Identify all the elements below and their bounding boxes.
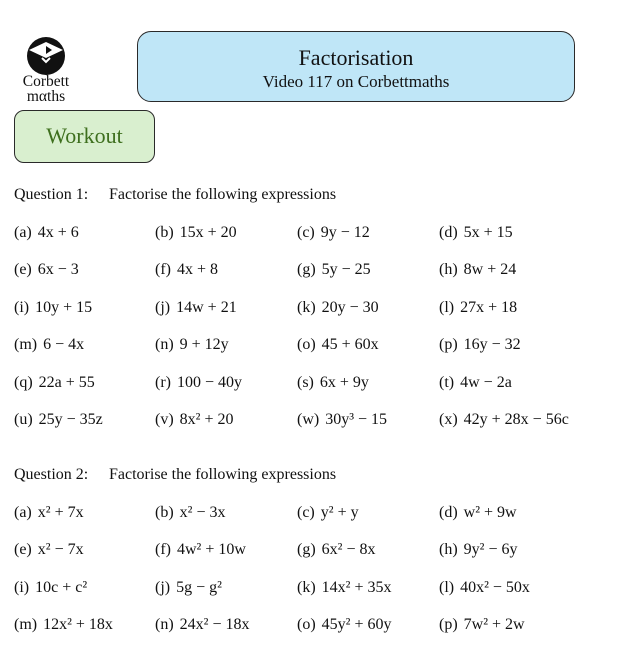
question-item xyxy=(297,261,371,279)
question-item xyxy=(14,579,87,597)
item-expression: 8w + 24 xyxy=(463,261,517,279)
item-expression: x² − 7x xyxy=(37,541,84,559)
item-expression: 10y + 15 xyxy=(35,298,93,316)
item-label: (j) xyxy=(155,298,171,316)
item-label: (l) xyxy=(439,298,455,316)
item-expression: 42y + 28x − 56c xyxy=(463,410,569,428)
corbettmaths-logo-icon xyxy=(24,36,68,76)
item-expression: x² − 3x xyxy=(179,504,226,521)
question-item xyxy=(297,336,379,354)
question-item xyxy=(14,374,95,392)
question-2-label: Question 2: xyxy=(14,466,89,483)
item-label: (b) xyxy=(155,504,174,521)
question-2-header xyxy=(14,466,336,484)
item-label: (k) xyxy=(297,578,316,596)
question-1-grid xyxy=(14,224,614,448)
question-item xyxy=(14,541,84,559)
question-item xyxy=(155,504,225,522)
logo-line-2: mαths xyxy=(26,88,66,105)
item-label: (l) xyxy=(439,578,455,596)
item-expression: 4x + 8 xyxy=(176,261,219,279)
item-expression: y² + y xyxy=(320,504,359,521)
question-item xyxy=(439,541,517,559)
question-item xyxy=(155,224,237,242)
item-label: (o) xyxy=(297,616,316,634)
question-item xyxy=(297,504,359,522)
item-expression: 6x² − 8x xyxy=(321,541,376,559)
item-expression: 5y − 25 xyxy=(321,261,371,279)
question-item xyxy=(297,411,387,429)
question-2-instruction: Factorise the following expressions xyxy=(109,466,337,483)
item-expression: x² + 7x xyxy=(37,504,84,521)
item-expression: 7w² + 2w xyxy=(463,616,525,634)
question-row xyxy=(14,336,614,373)
item-expression: w² + 9w xyxy=(463,504,517,521)
question-item xyxy=(297,299,379,317)
item-label: (v) xyxy=(155,410,174,428)
question-row xyxy=(14,261,614,298)
question-item xyxy=(439,411,569,429)
question-item xyxy=(439,504,517,522)
item-expression: 20y − 30 xyxy=(321,298,379,316)
item-label: (g) xyxy=(297,541,316,559)
item-label: (f) xyxy=(155,261,171,279)
item-expression: 14x² + 35x xyxy=(321,578,392,596)
question-item xyxy=(155,616,249,634)
item-expression: 25y − 35z xyxy=(38,410,103,428)
item-label: (m) xyxy=(14,336,38,354)
item-expression: 27x + 18 xyxy=(460,298,518,316)
question-item xyxy=(14,299,92,317)
question-row xyxy=(14,541,614,578)
item-label: (h) xyxy=(439,261,458,279)
item-label: (e) xyxy=(14,541,32,559)
item-label: (b) xyxy=(155,224,174,241)
item-label: (n) xyxy=(155,336,174,354)
item-label: (a) xyxy=(14,504,32,521)
question-row xyxy=(14,299,614,336)
item-label: (p) xyxy=(439,616,458,634)
item-expression: 5g − g² xyxy=(176,578,222,596)
item-label: (m) xyxy=(14,616,38,634)
item-expression: 22a + 55 xyxy=(38,373,95,391)
question-item xyxy=(439,261,516,279)
item-label: (e) xyxy=(14,261,32,279)
item-expression: 9 + 12y xyxy=(179,336,229,354)
item-expression: 9y − 12 xyxy=(320,224,370,241)
question-item xyxy=(439,336,521,354)
question-item xyxy=(155,374,242,392)
item-label: (x) xyxy=(439,410,458,428)
question-item xyxy=(14,224,79,242)
item-expression: 9y² − 6y xyxy=(463,541,518,559)
question-item xyxy=(155,299,237,317)
item-label: (r) xyxy=(155,373,171,391)
question-row xyxy=(14,616,614,653)
question-1-label: Question 1: xyxy=(14,186,89,203)
page-title: Factorisation xyxy=(298,45,414,70)
item-label: (h) xyxy=(439,541,458,559)
question-item xyxy=(14,411,103,429)
item-expression: 10c + c² xyxy=(35,578,88,596)
question-item xyxy=(439,224,513,242)
question-item xyxy=(297,224,370,242)
question-2-grid xyxy=(14,504,614,654)
item-expression: 45 + 60x xyxy=(321,336,379,354)
item-expression: 4w² + 10w xyxy=(176,541,246,559)
item-label: (i) xyxy=(14,298,30,316)
question-row xyxy=(14,411,614,448)
question-item xyxy=(155,261,218,279)
item-label: (w) xyxy=(297,410,320,428)
item-expression: 8x² + 20 xyxy=(179,410,234,428)
item-label: (c) xyxy=(297,504,315,521)
item-label: (q) xyxy=(14,373,33,391)
page-subtitle: Video 117 on Corbettmaths xyxy=(262,72,450,91)
question-item xyxy=(14,504,84,522)
question-item xyxy=(297,616,391,634)
question-item xyxy=(155,579,222,597)
item-expression: 6x + 9y xyxy=(319,373,369,391)
item-label: (n) xyxy=(155,616,174,634)
item-expression: 4x + 6 xyxy=(37,224,79,241)
item-expression: 5x + 15 xyxy=(463,224,513,241)
question-row xyxy=(14,374,614,411)
item-expression: 12x² + 18x xyxy=(43,616,113,634)
item-expression: 6 − 4x xyxy=(43,336,85,354)
question-item xyxy=(155,541,246,559)
question-item xyxy=(439,579,530,597)
item-label: (j) xyxy=(155,578,171,596)
item-expression: 45y² + 60y xyxy=(321,616,392,634)
question-item xyxy=(14,261,79,279)
item-expression: 24x² − 18x xyxy=(179,616,250,634)
item-expression: 100 − 40y xyxy=(176,373,243,391)
item-label: (i) xyxy=(14,578,30,596)
item-label: (a) xyxy=(14,224,32,241)
item-expression: 30y³ − 15 xyxy=(325,410,388,428)
item-label: (u) xyxy=(14,410,33,428)
item-label: (g) xyxy=(297,261,316,279)
question-item xyxy=(155,411,233,429)
item-label: (s) xyxy=(297,373,314,391)
item-expression: 40x² − 50x xyxy=(460,578,530,596)
question-item xyxy=(14,616,113,634)
question-item xyxy=(297,541,375,559)
item-label: (d) xyxy=(439,504,458,521)
question-row xyxy=(14,504,614,541)
logo-line-1: Corbett xyxy=(22,73,70,90)
item-label: (t) xyxy=(439,373,455,391)
item-label: (f) xyxy=(155,541,171,559)
question-item xyxy=(439,374,512,392)
question-row xyxy=(14,579,614,616)
corbettmaths-logo xyxy=(14,36,78,106)
item-label: (d) xyxy=(439,224,458,241)
question-item xyxy=(297,374,369,392)
item-expression: 16y − 32 xyxy=(463,336,521,354)
question-item xyxy=(14,336,84,354)
title-box xyxy=(137,31,575,102)
item-label: (k) xyxy=(297,298,316,316)
item-expression: 6x − 3 xyxy=(37,261,79,279)
item-expression: 15x + 20 xyxy=(179,224,237,241)
item-label: (o) xyxy=(297,336,316,354)
question-item xyxy=(439,616,525,634)
question-1-instruction: Factorise the following expressions xyxy=(109,186,337,203)
question-1-header xyxy=(14,186,336,204)
question-item xyxy=(439,299,517,317)
question-item xyxy=(297,579,391,597)
item-label: (p) xyxy=(439,336,458,354)
item-expression: 4w − 2a xyxy=(460,373,512,391)
question-row xyxy=(14,224,614,261)
workout-badge: Workout xyxy=(14,110,155,163)
logo-text xyxy=(14,74,78,104)
question-item xyxy=(155,336,229,354)
item-expression: 14w + 21 xyxy=(176,298,237,316)
item-label: (c) xyxy=(297,224,315,241)
